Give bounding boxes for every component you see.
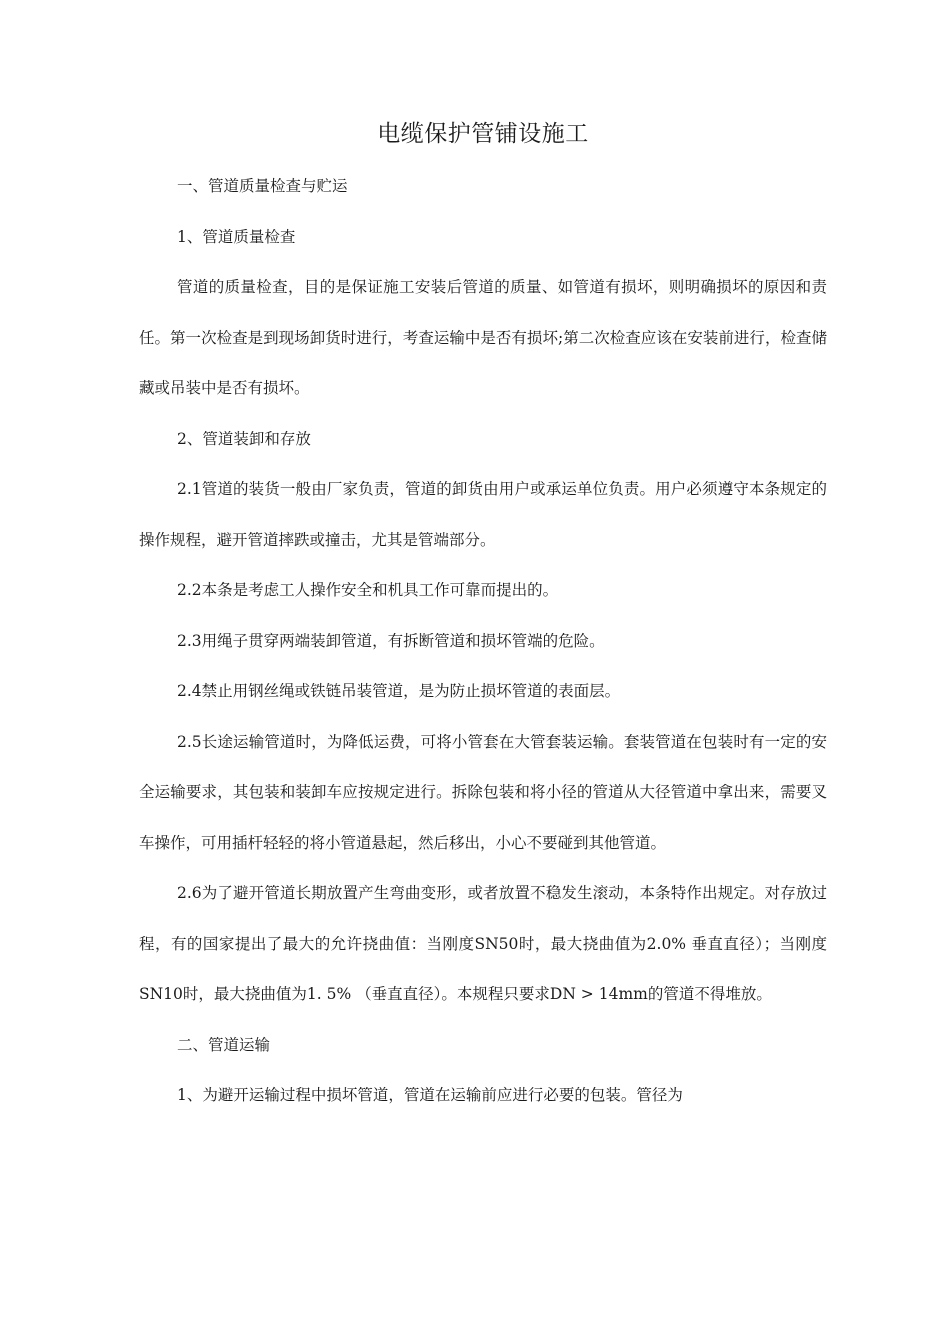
subsection-heading-quality-inspection: 1、管道质量检查 — [176, 227, 296, 246]
section-heading-storage-transport: 一、管道质量检查与贮运 — [176, 177, 348, 195]
paragraph-2-4: 2.4禁止用钢丝绳或铁链吊装管道，是为防止损坏管道的表面层。 — [176, 682, 621, 700]
paragraph-transport-1: 1、为避开运输过程中损坏管道，管道在运输前应进行必要的包装。管径为 — [176, 1086, 683, 1104]
paragraph-2-2: 2.2本条是考虑工人操作安全和机具工作可靠而提出的。 — [176, 581, 559, 599]
paragraph-quality-inspection: 管道的质量检查，目的是保证施工安装后管道的质量、如管道有损坏，则明确损坏的原因和责任。第一次检查是到现场卸货时进行，考查运输中是否有损坏;第二次检查应该在安装前进行，检查储藏或吊装中是否有损坏。 — [139, 278, 827, 397]
document-body — [139, 112, 827, 1121]
subsection-heading-loading-storage: 2、管道装卸和存放 — [176, 429, 311, 448]
paragraph-2-1: 2.1管道的装货一般由厂家负责，管道的卸货由用户或承运单位负责。用户必须遵守本条规定的操作规程，避开管道摔跌或撞击，尤其是管端部分。 — [139, 480, 827, 549]
paragraph-2-6: 2.6为了避开管道长期放置产生弯曲变形，或者放置不稳发生滚动，本条特作出规定。对存放过程，有的国家提出了最大的允许挠曲值：当刚度SN50时，最大挠曲值为2.0% 垂直直径）；当刚度SN10时，最大挠曲值为1. 5% （垂直直径）。本规程只要求DN > 14mm的管道不得堆放。 — [139, 884, 827, 1003]
paragraph-2-3: 2.3用绳子贯穿两端装卸管道，有拆断管道和损坏管端的危险。 — [176, 631, 605, 650]
document-title: 电缆保护管铺设施工 — [377, 121, 589, 147]
section-heading-pipe-transport: 二、管道运输 — [176, 1035, 270, 1054]
paragraph-2-5: 2.5长途运输管道时，为降低运费，可将小管套在大管套装运输。套装管道在包装时有一定的安全运输要求，其包装和装卸车应按规定进行。拆除包装和将小径的管道从大径管道中拿出来，需要叉车操作，可用插杆轻轻的将小管道悬起，然后移出，小心不要碰到其他管道。 — [139, 732, 827, 852]
